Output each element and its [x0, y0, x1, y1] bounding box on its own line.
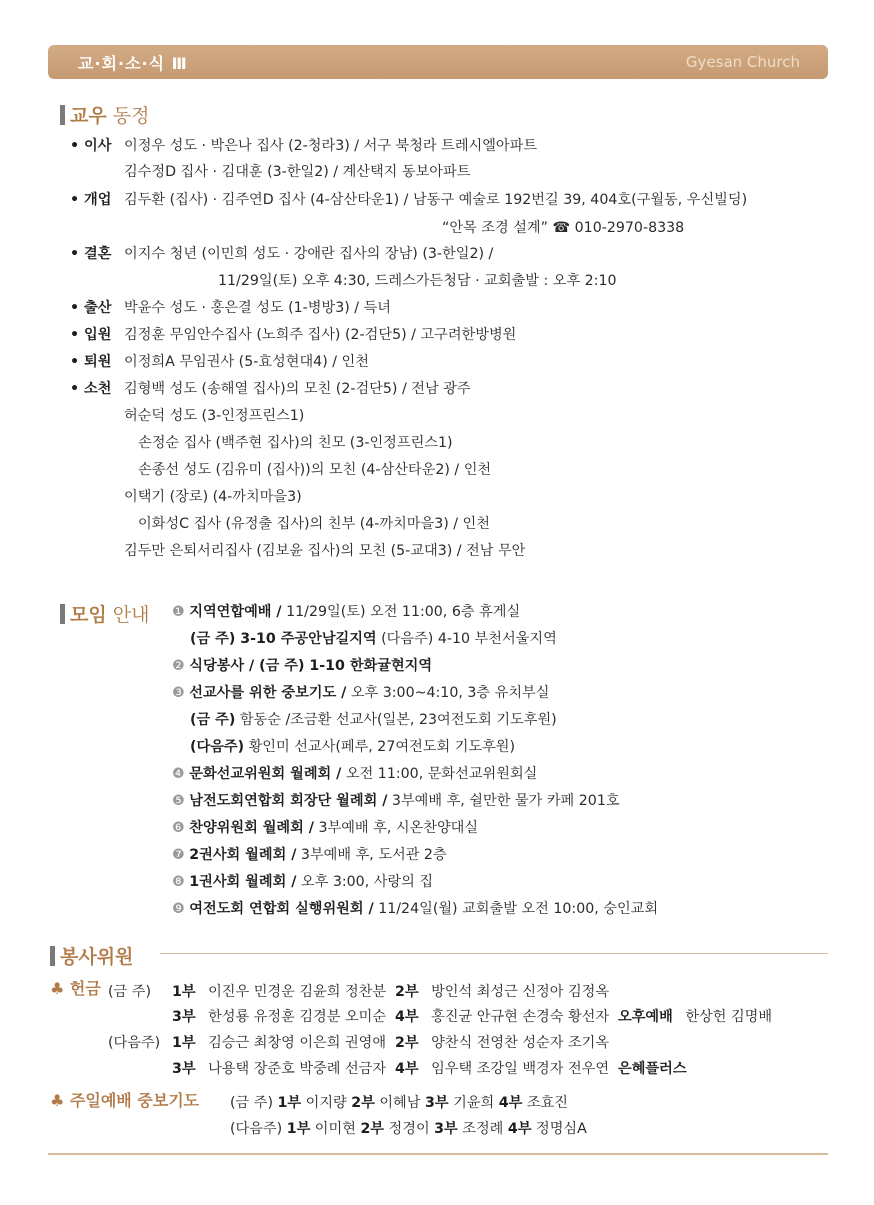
section-marker [60, 604, 65, 624]
moim-item: ❻ 찬양위원회 월례회 / 3부예배 후, 시온찬양대실 [172, 820, 479, 836]
kyowoo-text: 박윤수 성도 · 홍은결 성도 (1-병방3) / 득녀 [124, 300, 391, 316]
moim-section-title: 모임 안내 [60, 600, 149, 627]
offering-row: 3부 한성룡 유정훈 김경분 오미순 [172, 1009, 387, 1025]
bongsa-section-title: 봉사위원 [50, 942, 133, 969]
kyowoo-text: 이정우 성도 · 박은나 집사 (2-청라3) / 서구 북청라 트레시엘아파트 [124, 138, 538, 154]
moim-item: ❹ 문화선교위원회 월례회 / 오전 11:00, 문화선교위원회실 [172, 766, 538, 782]
kyowoo-item-discharge: • 퇴원 [70, 354, 112, 370]
kyowoo-text: 이화성C 집사 (유정출 집사)의 친부 (4-까치마을3) / 인천 [138, 516, 490, 532]
kyowoo-text: 김정훈 무임안수집사 (노희주 집사) (2-검단5) / 고구려한방병원 [124, 327, 517, 343]
kyowoo-text: 손정순 집사 (백주현 집사)의 친모 (3-인정프린스1) [138, 435, 453, 451]
section-marker [60, 105, 65, 125]
kyowoo-item-birth: • 출산 [70, 300, 112, 316]
offering-row: 은혜플러스 [618, 1061, 687, 1077]
moim-item: ❾ 여전도회 연합회 실행위원회 / 11/24일(월) 교회출발 오전 10:00, 숭인교회 [172, 901, 659, 917]
moim-item: ❺ 남전도회연합회 회장단 월례회 / 3부예배 후, 쉴만한 물가 카페 201호 [172, 793, 620, 809]
header-title: 교·회·소·식 Ⅲ [78, 54, 188, 73]
kyowoo-item-wedding: • 결혼 [70, 246, 112, 262]
kyowoo-text: 이정희A 무임권사 (5-효성현대4) / 인천 [124, 354, 369, 370]
kyowoo-section-title: 교우 동정 [60, 101, 149, 128]
offering-week: (다음주) [108, 1035, 161, 1051]
offering-row: 2부 방인석 최성근 신정아 김정옥 [395, 984, 610, 1000]
moim-item: ❽ 1권사회 월례회 / 오후 3:00, 사랑의 집 [172, 874, 434, 890]
kyowoo-text: 김형백 성도 (송해열 집사)의 모친 (2-검단5) / 전남 광주 [124, 381, 471, 397]
prayer-row: (금 주) 1부 이지량 2부 이혜남 3부 기윤희 4부 조효진 [230, 1095, 568, 1111]
header-bar [48, 45, 828, 79]
section-marker [50, 946, 55, 966]
offering-row: 1부 이진우 민경운 김윤희 정찬분 [172, 984, 387, 1000]
offering-row: 2부 양찬식 전영찬 성순자 조기옥 [395, 1035, 610, 1051]
offering-row: 1부 김승근 최창영 이은희 권영애 [172, 1035, 387, 1051]
kyowoo-item-open: • 개업 [70, 192, 112, 208]
moim-subitem: (다음주) 황인미 선교사(페루, 27여전도회 기도후원) [190, 739, 516, 755]
kyowoo-text: 이지수 청년 (이민희 성도 · 강애란 집사의 장남) (3-한일2) / [124, 246, 494, 262]
kyowoo-text: 김두만 은퇴서리집사 (김보윤 집사)의 모친 (5-교대3) / 전남 무안 [124, 543, 526, 559]
moim-subitem: (금 주) 3-10 주공안남길지역 (다음주) 4-10 부천서울지역 [190, 631, 557, 647]
offering-row: 4부 임우택 조강일 백경자 전우연 [395, 1061, 610, 1077]
kyowoo-item-funeral: • 소천 [70, 381, 112, 397]
prayer-heading: ♣ 주일예배 중보기도 [50, 1091, 200, 1110]
kyowoo-text: “안목 조경 설계” ☎ 010-2970-8338 [442, 220, 685, 236]
bottom-divider [48, 1153, 828, 1155]
kyowoo-item-move: • 이사 [70, 138, 112, 154]
moim-item: ❶ 지역연합예배 / 11/29일(토) 오전 11:00, 6층 휴게실 [172, 604, 521, 620]
header-brand: Gyesan Church [685, 53, 800, 71]
offering-heading: ♣ 헌금 [50, 979, 101, 998]
moim-item: ❸ 선교사를 위한 중보기도 / 오후 3:00~4:10, 3층 유치부실 [172, 685, 550, 701]
moim-item: ❼ 2권사회 월례회 / 3부예배 후, 도서관 2층 [172, 847, 447, 863]
kyowoo-text: 김두환 (집사) · 김주연D 집사 (4-삼산타운1) / 남동구 예술로 192번길 39, 404호(구월동, 우신빌딩) [124, 192, 748, 208]
section-divider [160, 953, 828, 954]
offering-row: 4부 홍진균 안규현 손경숙 황선자 [395, 1009, 610, 1025]
kyowoo-text: 이택기 (장로) (4-까치마을3) [124, 489, 302, 505]
offering-week: (금 주) [108, 984, 151, 1000]
kyowoo-text: 허순덕 성도 (3-인정프린스1) [124, 408, 305, 424]
kyowoo-text: 손종선 성도 (김유미 (집사))의 모친 (4-삼산타운2) / 인천 [138, 462, 492, 478]
moim-subitem: (금 주) 함동순 /조금환 선교사(일본, 23여전도회 기도후원) [190, 712, 557, 728]
kyowoo-text: 11/29일(토) 오후 4:30, 드레스가든청담 · 교회출발 : 오후 2:10 [218, 273, 617, 289]
kyowoo-item-admit: • 입원 [70, 327, 112, 343]
kyowoo-text: 김수정D 집사 · 김대훈 (3-한일2) / 계산택지 동보아파트 [124, 164, 471, 180]
offering-row: 3부 나용택 장준호 박중례 선금자 [172, 1061, 387, 1077]
moim-item: ❷ 식당봉사 / (금 주) 1-10 한화귤현지역 [172, 658, 433, 674]
prayer-row: (다음주) 1부 이미현 2부 정경이 3부 조정례 4부 정명심A [230, 1121, 587, 1137]
offering-row: 오후예배 한상헌 김명배 [618, 1009, 773, 1025]
